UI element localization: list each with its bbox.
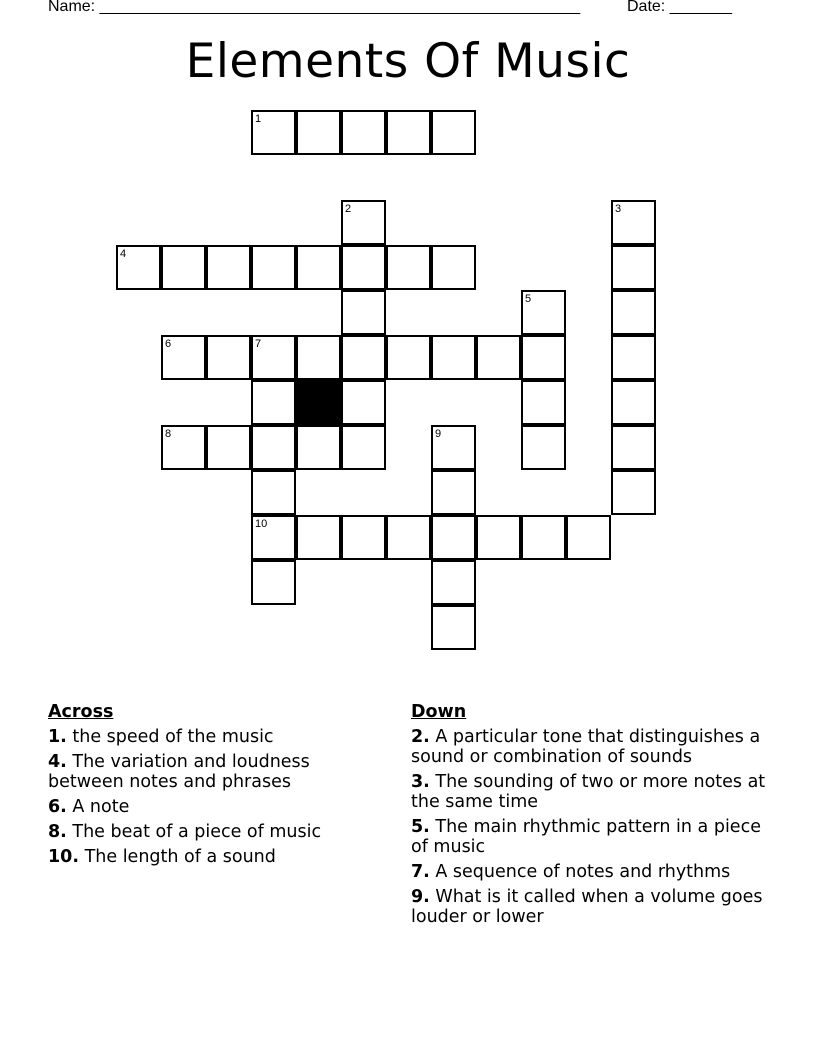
crossword-cell[interactable] <box>251 470 296 515</box>
crossword-cell[interactable] <box>566 515 611 560</box>
crossword-cell[interactable] <box>161 245 206 290</box>
crossword-black-cell <box>296 380 341 425</box>
clue-item-text: A particular tone that distinguishes a sound or combination of sounds <box>411 727 761 767</box>
clue-number: 9 <box>435 428 442 440</box>
crossword-cell[interactable] <box>386 515 431 560</box>
crossword-cell[interactable] <box>296 245 341 290</box>
clue-number: 8 <box>165 428 172 440</box>
crossword-cell[interactable] <box>521 335 566 380</box>
clue-number: 6 <box>165 338 172 350</box>
clue-item-number: 1. <box>48 727 67 747</box>
crossword-cell[interactable] <box>431 335 476 380</box>
crossword-cell[interactable] <box>206 425 251 470</box>
crossword-cell[interactable] <box>431 515 476 560</box>
crossword-cell[interactable] <box>521 290 566 335</box>
crossword-cell[interactable] <box>161 425 206 470</box>
page-title: Elements Of Music <box>185 34 631 89</box>
down-heading: Down <box>411 702 467 722</box>
clue-item-text: the speed of the music <box>66 727 274 747</box>
crossword-cell[interactable] <box>251 425 296 470</box>
clue-number: 2 <box>345 203 352 215</box>
crossword-cell[interactable] <box>296 515 341 560</box>
crossword-cell[interactable] <box>431 425 476 470</box>
crossword-cell[interactable] <box>611 470 656 515</box>
clue-item <box>48 797 368 817</box>
clue-item <box>411 772 771 812</box>
down-clues <box>411 702 771 932</box>
clue-item <box>411 817 771 857</box>
crossword-cell[interactable] <box>251 515 296 560</box>
crossword-cell[interactable] <box>251 245 296 290</box>
crossword-cell[interactable] <box>611 290 656 335</box>
clue-item <box>411 727 771 767</box>
across-heading: Across <box>48 702 114 722</box>
clue-item <box>411 862 771 882</box>
clue-item <box>48 727 368 747</box>
clue-item-text: The sounding of two or more notes at the same time <box>411 772 766 812</box>
crossword-cell[interactable] <box>386 335 431 380</box>
crossword-cell[interactable] <box>521 515 566 560</box>
crossword-cell[interactable] <box>521 425 566 470</box>
clue-number: 4 <box>120 248 127 260</box>
clue-item-text: The beat of a piece of music <box>66 822 322 842</box>
crossword-cell[interactable] <box>431 110 476 155</box>
crossword-cell[interactable] <box>341 200 386 245</box>
crossword-cell[interactable] <box>341 290 386 335</box>
clue-number: 10 <box>255 518 268 530</box>
crossword-cell[interactable] <box>476 515 521 560</box>
clue-item <box>411 887 771 927</box>
clue-item-number: 6. <box>48 797 67 817</box>
crossword-cell[interactable] <box>386 245 431 290</box>
clue-item-text: What is it called when a volume goes louder or lower <box>411 887 763 927</box>
crossword-cell[interactable] <box>611 200 656 245</box>
clue-number: 3 <box>615 203 622 215</box>
crossword-cell[interactable] <box>251 380 296 425</box>
clue-number: 5 <box>525 293 532 305</box>
clue-item-number: 7. <box>411 862 430 882</box>
crossword-cell[interactable] <box>161 335 206 380</box>
crossword-cell[interactable] <box>431 470 476 515</box>
clue-item-number: 9. <box>411 887 430 907</box>
clue-item-number: 5. <box>411 817 430 837</box>
crossword-cell[interactable] <box>296 110 341 155</box>
crossword-cell[interactable] <box>341 110 386 155</box>
crossword-cell[interactable] <box>431 605 476 650</box>
clue-item-number: 2. <box>411 727 430 747</box>
crossword-cell[interactable] <box>341 425 386 470</box>
crossword-cell[interactable] <box>296 425 341 470</box>
clue-item-text: A note <box>66 797 130 817</box>
crossword-cell[interactable] <box>341 335 386 380</box>
clue-item <box>48 822 368 842</box>
down-clue-list <box>411 727 771 927</box>
clue-item-text: The variation and loudness between notes and phrases <box>48 752 310 792</box>
crossword-cell[interactable] <box>296 335 341 380</box>
crossword-cell[interactable] <box>386 110 431 155</box>
clue-number: 7 <box>255 338 262 350</box>
crossword-cell[interactable] <box>206 335 251 380</box>
crossword-cell[interactable] <box>521 380 566 425</box>
crossword-cell[interactable] <box>341 380 386 425</box>
crossword-cell[interactable] <box>611 380 656 425</box>
crossword-cell[interactable] <box>431 560 476 605</box>
clue-item-number: 8. <box>48 822 67 842</box>
crossword-cell[interactable] <box>341 515 386 560</box>
clue-item-number: 4. <box>48 752 67 772</box>
crossword-cell[interactable] <box>341 245 386 290</box>
clue-item-text: The main rhythmic pattern in a piece of music <box>411 817 761 857</box>
across-clue-list <box>48 727 368 867</box>
clue-item-text: A sequence of notes and rhythms <box>429 862 731 882</box>
clue-item-text: The length of a sound <box>79 847 276 867</box>
crossword-cell[interactable] <box>206 245 251 290</box>
clue-item <box>48 752 368 792</box>
crossword-cell[interactable] <box>476 335 521 380</box>
clue-item <box>48 847 368 867</box>
crossword-cell[interactable] <box>116 245 161 290</box>
crossword-cell[interactable] <box>611 245 656 290</box>
across-clues <box>48 702 368 872</box>
crossword-cell[interactable] <box>251 110 296 155</box>
crossword-cell[interactable] <box>611 425 656 470</box>
crossword-cell[interactable] <box>251 335 296 380</box>
clue-number: 1 <box>255 113 262 125</box>
crossword-cell[interactable] <box>431 245 476 290</box>
crossword-cell[interactable] <box>611 335 656 380</box>
clue-item-number: 3. <box>411 772 430 792</box>
clue-item-number: 10. <box>48 847 80 867</box>
crossword-cell[interactable] <box>251 560 296 605</box>
name-line: Name: ______________________________________________________ <box>48 0 581 15</box>
date-line: Date: _______ <box>627 0 732 15</box>
